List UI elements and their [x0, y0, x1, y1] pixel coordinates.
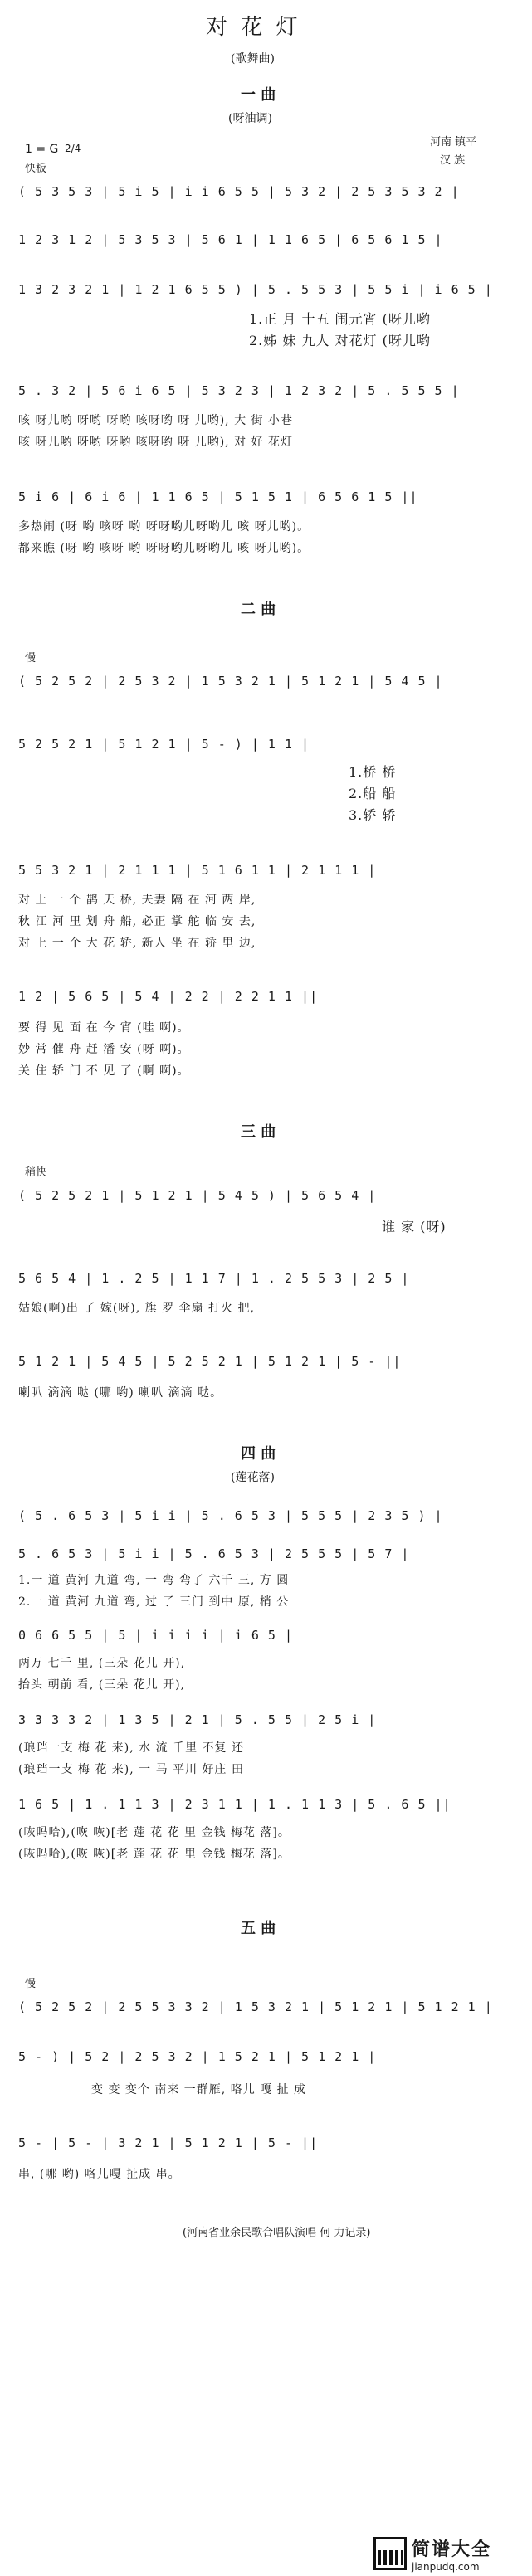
lyric-line: 2.船 船 [349, 786, 397, 801]
lyric-line: 1.桥 桥 [349, 764, 397, 780]
section-4-title: 四 曲 [241, 1445, 276, 1463]
notation-line: 1 2 | 5 6 5 | 5 4 | 2 2 | 2 2 1 1 || [18, 989, 319, 1004]
lyric-line: 咳 呀儿哟 呀哟 呀哟 咳呀哟 呀 儿哟), 对 好 花灯 [18, 436, 293, 449]
lyric-line: 两万 七千 里, (三朵 花儿 开), [18, 1657, 186, 1670]
site-logo[interactable] [373, 2535, 527, 2573]
attribution-genre: 汉 族 [440, 154, 466, 167]
lyric-line: 对 上 一 个 大 花 轿, 新人 坐 在 轿 里 边, [18, 937, 256, 950]
tempo-marking-1: 快板 [25, 163, 47, 175]
lyric-line: 串, (哪 哟) 咯儿嘎 扯成 串。 [18, 2168, 181, 2181]
notation-line: ( 5 . 6 5 3 | 5 i i | 5 . 6 5 3 | 5 5 5 | 2 3 5 ) | [18, 1508, 443, 1523]
lyric-line: 2.姊 妹 九人 对花灯 (呀儿哟 [249, 333, 431, 348]
notation-line: 0 6 6 5 5 | 5 | i i i i | i 6 5 | [18, 1628, 294, 1643]
lyric-line: 对 上 一 个 鹊 天 桥, 夫妻 隔 在 河 两 岸, [18, 894, 256, 907]
piano-logo-icon [373, 2537, 407, 2570]
notation-line: 3 3 3 3 2 | 1 3 5 | 2 1 | 5 . 5 5 | 2 5 i | [18, 1712, 377, 1727]
lyric-line: 关 住 轿 门 不 见 了 (啊 啊)。 [18, 1064, 190, 1078]
section-1-subtitle: (呀油调) [228, 112, 272, 125]
notation-line: 1 3 2 3 2 1 | 1 2 1 6 5 5 ) | 5 . 5 5 3 | 5 5 i | i 6 5 | [18, 282, 493, 297]
lyric-line: 喇叭 滴滴 哒 (哪 哟) 喇叭 滴滴 哒。 [18, 1386, 223, 1400]
tempo-marking-2: 慢 [25, 652, 37, 665]
tempo-marking-3: 稍快 [25, 1166, 47, 1179]
section-2-title: 二 曲 [241, 601, 276, 618]
lyric-line: 都来瞧 (呀 哟 咳呀 哟 呀呀哟儿呀哟儿 咳 呀儿哟)。 [18, 542, 310, 555]
lyric-line: 秋 江 河 里 划 舟 船, 必正 掌 舵 临 安 去, [18, 915, 256, 928]
lyric-line: 抬头 朝前 看, (三朵 花儿 开), [18, 1678, 186, 1692]
lyric-line: 咳 呀儿哟 呀哟 呀哟 咳呀哟 呀 儿哟), 大 街 小巷 [18, 414, 293, 427]
song-subtitle: (歌舞曲) [231, 52, 275, 66]
notation-line: ( 5 2 5 2 1 | 5 1 2 1 | 5 4 5 ) | 5 6 5 4 | [18, 1188, 377, 1203]
lyric-line: 3.轿 轿 [349, 807, 397, 823]
notation-line: ( 5 2 5 2 | 2 5 3 2 | 1 5 3 2 1 | 5 1 2 1 | 5 4 5 | [18, 674, 443, 689]
lyric-line: 变 变 变个 南来 一群雁, 咯儿 嘎 扯 成 [91, 2083, 307, 2096]
section-3-title: 三 曲 [241, 1123, 276, 1141]
tempo-marking-5: 慢 [25, 1978, 37, 1990]
section-4-subtitle: (莲花落) [231, 1471, 275, 1484]
key-signature: 1 = G [25, 143, 59, 156]
song-title: 对 花 灯 [206, 15, 301, 40]
lyric-line: 1.一 道 黄河 九道 弯, 一 弯 弯了 六千 三, 方 圆 [18, 1574, 290, 1587]
notation-line: 1 6 5 | 1 . 1 1 3 | 2 3 1 1 | 1 . 1 1 3 | 5 . 6 5 || [18, 1797, 451, 1812]
lyric-line: (咴吗哈),(咴 咴)[老 莲 花 花 里 金钱 梅花 落]。 [18, 1826, 290, 1839]
logo-text: 简谱大全 [412, 2539, 492, 2560]
notation-line: 5 . 3 2 | 5 6 i 6 5 | 5 3 2 3 | 1 2 3 2 | 5 . 5 5 5 | [18, 383, 460, 398]
section-1-title: 一 曲 [241, 86, 276, 104]
lyric-line: 2.一 道 黄河 九道 弯, 过 了 三门 到中 原, 梢 公 [18, 1595, 290, 1609]
lyric-line: (咴吗哈),(咴 咴)[老 莲 花 花 里 金钱 梅花 落]。 [18, 1848, 290, 1861]
lyric-line: 要 得 见 面 在 今 宵 (哇 啊)。 [18, 1021, 190, 1035]
time-signature: 2/4 [65, 143, 81, 154]
lyric-line: (琅珰一支 梅 花 来), 水 流 千里 不复 还 [18, 1741, 244, 1755]
notation-line: 5 6 5 4 | 1 . 2 5 | 1 1 7 | 1 . 2 5 5 3 | 2 5 | [18, 1271, 410, 1286]
notation-line: 5 i 6 | 6 i 6 | 1 1 6 5 | 5 1 5 1 | 6 5 6 1 5 || [18, 489, 418, 504]
lyric-line: 多热闹 (呀 哟 咳呀 哟 呀呀哟儿呀哟儿 咳 呀儿哟)。 [18, 520, 310, 533]
attribution-region: 河南 镇平 [430, 136, 477, 149]
logo-url: jianpudq.com [412, 2560, 480, 2573]
notation-line: 5 1 2 1 | 5 4 5 | 5 2 5 2 1 | 5 1 2 1 | 5 - || [18, 1354, 402, 1369]
lyric-line: 1.正 月 十五 闹元宵 (呀儿哟 [249, 311, 431, 327]
lyric-line: 妙 常 催 舟 赶 潘 安 (呀 啊)。 [18, 1043, 190, 1056]
lyric-line: 姑娘(啊)出 了 嫁(呀), 旗 罗 伞扇 打火 把, [18, 1302, 255, 1315]
notation-line: 5 2 5 2 1 | 5 1 2 1 | 5 - ) | 1 1 | [18, 737, 310, 752]
lyric-line: (琅珰一支 梅 花 来), 一 马 平川 好庄 田 [18, 1763, 244, 1776]
section-5-title: 五 曲 [241, 1920, 276, 1937]
notation-line: 1 2 3 1 2 | 5 3 5 3 | 5 6 1 | 1 1 6 5 | 6 5 6 1 5 | [18, 232, 443, 247]
notation-line: ( 5 3 5 3 | 5 i 5 | i i 6 5 5 | 5 3 2 | 2 5 3 5 3 2 | [18, 184, 460, 199]
notation-line: 5 5 3 2 1 | 2 1 1 1 | 5 1 6 1 1 | 2 1 1 1 | [18, 863, 377, 878]
performance-credit: (河南省业余民歌合唱队演唱 何 力记录) [183, 2227, 371, 2239]
lyric-line: 谁 家 (呀) [382, 1219, 447, 1234]
notation-line: 5 - ) | 5 2 | 2 5 3 2 | 1 5 2 1 | 5 1 2 1 | [18, 2049, 377, 2064]
notation-line: ( 5 2 5 2 | 2 5 5 3 3 2 | 1 5 3 2 1 | 5 1 2 1 | 5 1 2 1 | [18, 1999, 493, 2014]
notation-line: 5 - | 5 - | 3 2 1 | 5 1 2 1 | 5 - || [18, 2135, 319, 2150]
notation-line: 5 . 6 5 3 | 5 i i | 5 . 6 5 3 | 2 5 5 5 | 5 7 | [18, 1546, 410, 1561]
